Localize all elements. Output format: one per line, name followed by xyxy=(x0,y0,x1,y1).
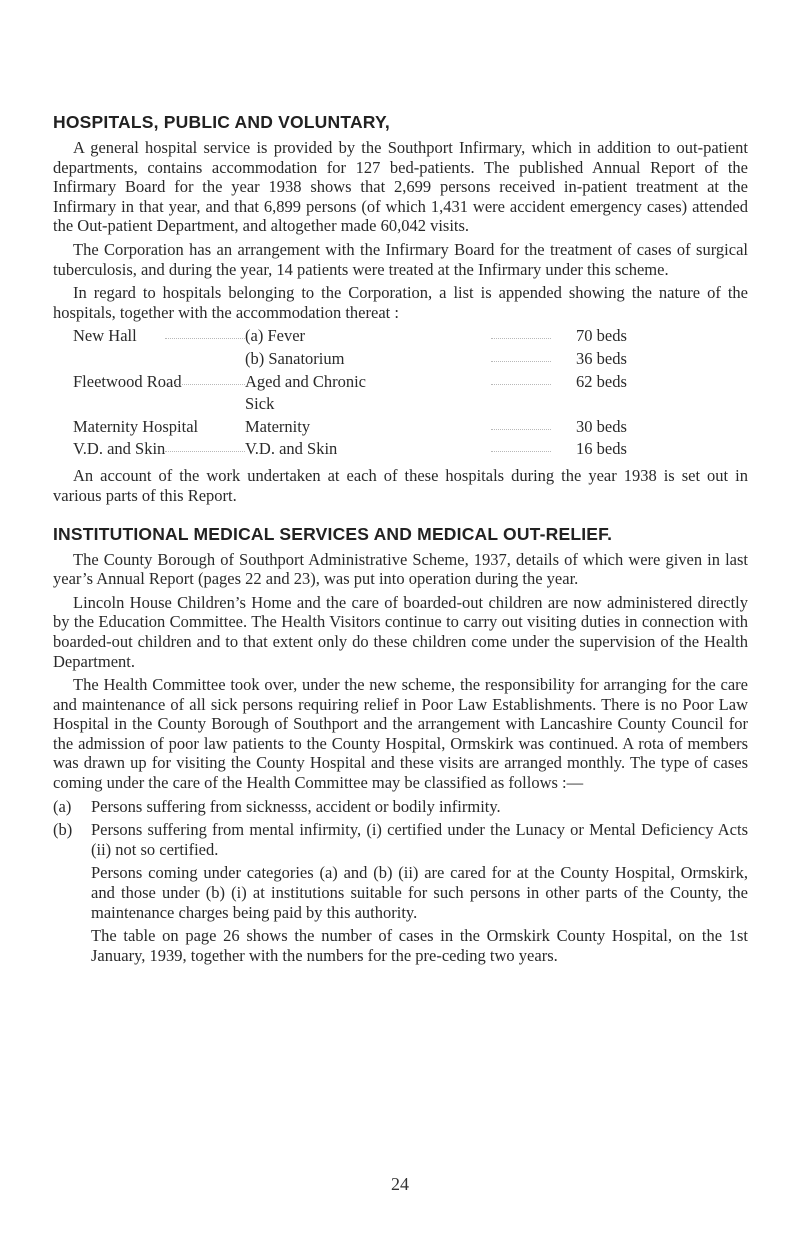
paragraph: A general hospital service is provided by the Southport Infirmary, which in addition to out-patient departments, contains accommodation for 127 bed-patients. The published Annual Report of the Infirmary Board for the year 1938 shows that 2,699 persons received in-patient treatment at the Infirmary in that year, and that 6,899 persons (of which 1,431 were accident emergency cases) attended the Out-patient Department, and altogether made 60,042 visits. xyxy=(53,138,748,236)
hospital-name: New Hall xyxy=(73,326,137,346)
paragraph: In regard to hospitals belonging to the Corporation, a list is appended showing the nature of the hospitals, together with the accommodation thereat : xyxy=(53,283,748,322)
table-row xyxy=(53,326,748,346)
hospital-type: Sick xyxy=(245,394,275,414)
table-row xyxy=(53,394,748,414)
hospital-name: Maternity Hospital xyxy=(73,417,199,437)
leader-dots xyxy=(165,326,245,339)
paragraph: The Health Committee took over, under the new scheme, the responsibility for arranging for the care and maintenance of all sick persons requiring relief in Poor Law Establishments. There is no Poor Law Hospital in the County Borough of Southport and the arrangement with Lancashire County Council for the admission of poor law patients to the County Hospital, Ormskirk was continued. A rota of members was drawn up for visiting the County Hospital and these visits are arranged monthly. The type of cases coming under the care of the Health Committee may be classified as follows :— xyxy=(53,675,748,793)
paragraph: An account of the work undertaken at each of these hospitals during the year 1938 is set out in various parts of this Report. xyxy=(53,466,748,505)
hospital-beds: 62 beds xyxy=(576,372,627,392)
section-heading-hospitals: HOSPITALS, PUBLIC AND VOLUNTARY, xyxy=(53,112,390,132)
paragraph: The table on page 26 shows the number of cases in the Ormskirk County Hospital, on the 1st January, 1939, together with the numbers for the pre-ceding two years. xyxy=(91,926,748,965)
list-item xyxy=(53,820,748,859)
section-heading-institutional: INSTITUTIONAL MEDICAL SERVICES AND MEDICAL OUT-RELIEF. xyxy=(53,523,613,544)
table-row xyxy=(53,417,748,437)
leader-dots xyxy=(165,372,245,385)
list-item-text: Persons suffering from mental infirmity, (i) certified under the Lunacy or Mental Deficiency Acts (ii) not so certified. xyxy=(91,820,748,859)
paragraph: The County Borough of Southport Administrative Scheme, 1937, details of which were given in last year’s Annual Report (pages 22 and 23), was put into operation during the year. xyxy=(53,549,748,589)
table-row xyxy=(53,349,748,369)
hospital-beds: 36 beds xyxy=(576,349,627,369)
hospital-beds: 16 beds xyxy=(576,439,627,459)
leader-dots xyxy=(491,326,551,339)
hospital-type: V.D. and Skin xyxy=(245,439,338,459)
leader-dots xyxy=(491,439,551,452)
list-item xyxy=(53,797,748,817)
hospital-type: Maternity xyxy=(245,417,311,437)
hospital-beds: 30 beds xyxy=(576,417,627,437)
hospital-beds: 70 beds xyxy=(576,326,627,346)
table-row xyxy=(53,439,748,459)
paragraph: The Corporation has an arrangement with the Infirmary Board for the treatment of cases of surgical tuberculosis, and during the year, 14 patients were treated at the Infirmary under this scheme. xyxy=(53,239,748,279)
document-page xyxy=(53,112,748,969)
hospital-name: Fleetwood Road xyxy=(73,372,182,392)
hospital-type: Aged and Chronic xyxy=(245,372,366,392)
list-item-label: (a) xyxy=(53,796,72,816)
hospital-type: (a) Fever xyxy=(245,326,306,346)
leader-dots xyxy=(165,439,245,452)
page-number: 24 xyxy=(391,1174,409,1194)
leader-dots xyxy=(491,372,551,385)
paragraph: Lincoln House Children’s Home and the care of boarded-out children are now administered directly by the Education Committee. The Health Visitors continue to carry out visiting duties in connection with boarded-out children and to that extent only do these children come under the supervision of the Health Department. xyxy=(53,592,748,671)
list-item-text: Persons suffering from sicknesss, accident or bodily infirmity. xyxy=(91,796,501,816)
paragraph: Persons coming under categories (a) and (b) (ii) are cared for at the County Hospital, Ormskirk, and those under (b) (i) at institutions suitable for such persons in other parts of the County, the maintenance charges being paid by this authority. xyxy=(91,863,748,922)
leader-dots xyxy=(491,349,551,362)
hospitals-table xyxy=(53,326,748,462)
leader-dots xyxy=(491,417,551,430)
hospital-name: V.D. and Skin xyxy=(73,439,166,459)
hospital-type: (b) Sanatorium xyxy=(245,349,345,369)
list-item-label: (b) xyxy=(53,820,73,840)
table-row xyxy=(53,372,748,392)
